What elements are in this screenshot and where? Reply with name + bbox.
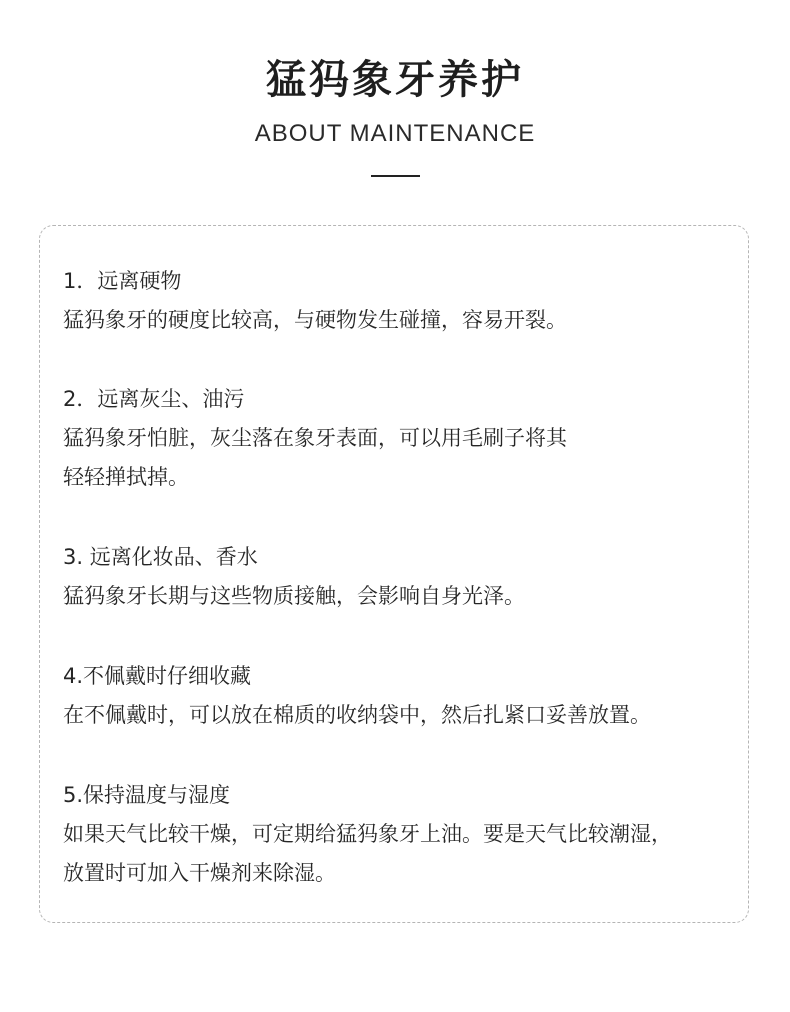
maintenance-section-3 [63, 538, 753, 616]
section-heading: 1．远离硬物 [63, 269, 182, 293]
section-text: 放置时可加入干燥剂来除湿。 [63, 861, 336, 885]
section-heading: 4.不佩戴时仔细收藏 [63, 664, 252, 688]
section-heading: 3. 远离化妆品、香水 [63, 545, 258, 569]
section-heading: 2．远离灰尘、油污 [63, 387, 245, 411]
maintenance-section-4 [63, 657, 753, 735]
section-heading: 5.保持温度与湿度 [63, 783, 231, 807]
maintenance-section-1 [63, 262, 753, 340]
maintenance-section-5 [63, 776, 753, 893]
section-text: 猛犸象牙的硬度比较高，与硬物发生碰撞，容易开裂。 [63, 308, 567, 332]
title-divider [371, 175, 420, 177]
section-text: 猛犸象牙怕脏，灰尘落在象牙表面，可以用毛刷子将其 [63, 426, 567, 450]
section-text: 猛犸象牙长期与这些物质接触，会影响自身光泽。 [63, 584, 525, 608]
section-text: 在不佩戴时，可以放在棉质的收纳袋中，然后扎紧口妥善放置。 [63, 703, 651, 727]
section-text: 轻轻掸拭掉。 [63, 465, 189, 489]
section-text: 如果天气比较干燥，可定期给猛犸象牙上油。要是天气比较潮湿， [63, 822, 672, 846]
page-title: 猛犸象牙养护 [266, 56, 524, 103]
page-subtitle: ABOUT MAINTENANCE [254, 120, 536, 147]
maintenance-section-2 [63, 380, 753, 497]
